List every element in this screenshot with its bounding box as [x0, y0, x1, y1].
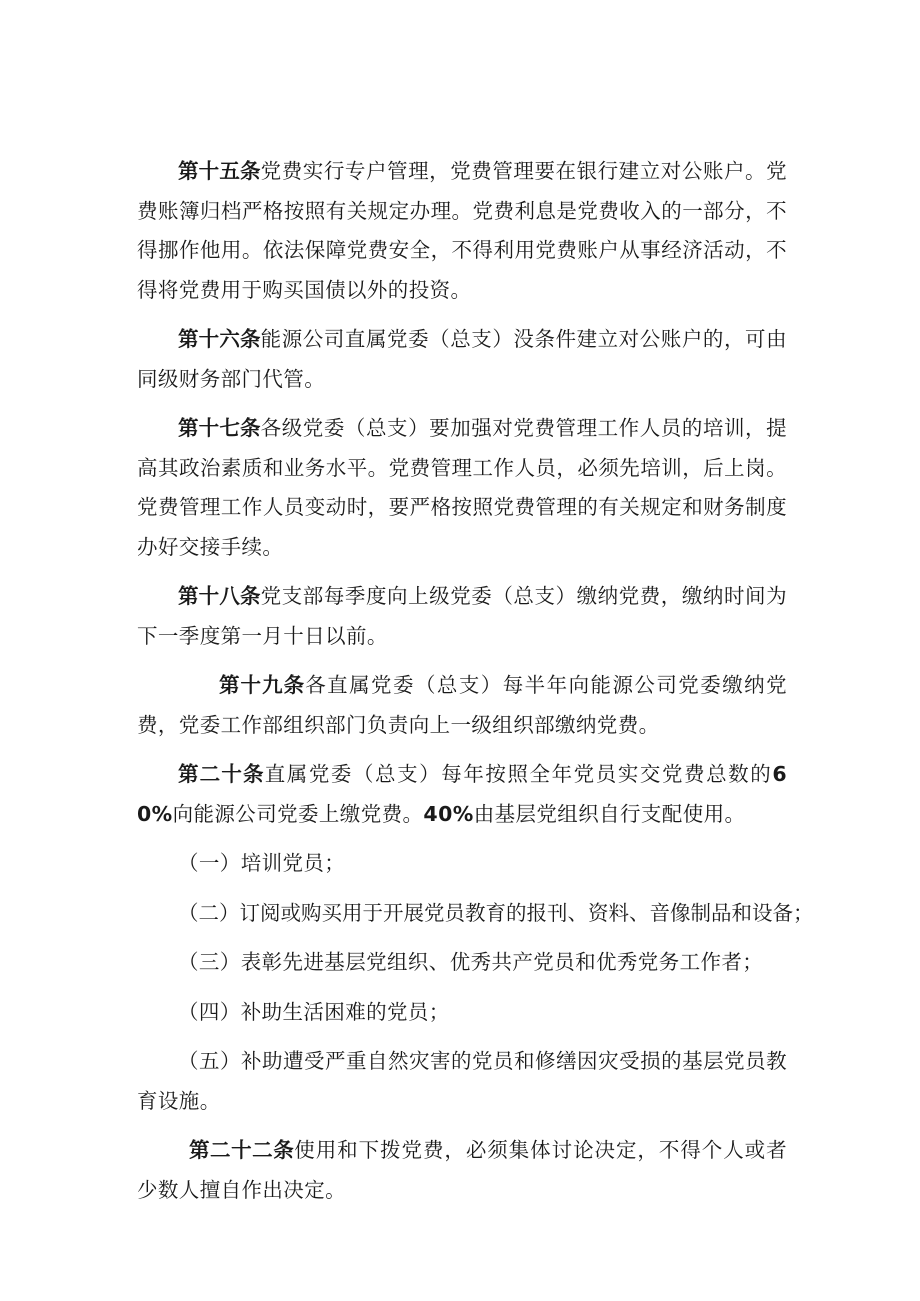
article-text-part-c: 由基层党组织自行支配使用。 — [473, 801, 746, 826]
article-16 — [137, 320, 787, 399]
list-item: （三）表彰先进基层党组织、优秀共产党员和优秀党务工作者； — [178, 950, 764, 974]
article-heading: 第十七条 — [178, 416, 261, 440]
article-heading: 第十九条 — [219, 673, 306, 697]
article-text: 使用和下拨党费，必须集体讨论决定，不得个人或者少数人擅自作出决定。 — [137, 1138, 788, 1202]
article-text: 各直属党委（总支）每半年向能源公司党委缴纳党费，党委工作部组织部门负责向上一级组织部缴纳党费。 — [137, 673, 787, 737]
article-15 — [137, 152, 787, 310]
article-20 — [137, 755, 787, 834]
percentage-value: 60% — [137, 762, 787, 826]
article-text-part-a: 直属党委（总支）每年按照全年党员实交党费总数的 — [264, 762, 773, 786]
article-heading: 第十六条 — [178, 327, 261, 351]
article-text: 党支部每季度向上级党委（总支）缴纳党费，缴纳时间为下一季度第一月十日以前。 — [137, 584, 788, 648]
document-page — [137, 152, 814, 1210]
article-text: 各级党委（总支）要加强对党费管理工作人员的培训，提高其政治素质和业务水平。党费管理工作人员，必须先培训，后上岗。党费管理工作人员变动时，要严格按照党费管理的有关规定和财务制度办好交接手续。 — [137, 416, 788, 559]
article-22 — [137, 1131, 787, 1210]
article-heading: 第十五条 — [178, 159, 261, 183]
list-item: （一）培训党员； — [178, 851, 346, 875]
article-18 — [137, 577, 787, 656]
article-17 — [137, 409, 787, 567]
article-heading: 第十八条 — [178, 584, 261, 608]
list-item: （五）补助遭受严重自然灾害的党员和修缮因灾受损的基层党员教育设施。 — [137, 1049, 787, 1113]
list-item: （二）订阅或购买用于开展党员教育的报刊、资料、音像制品和设备； — [178, 900, 814, 925]
article-text: 能源公司直属党委（总支）没条件建立对公账户的，可由同级财务部门代管。 — [137, 327, 788, 391]
article-19 — [137, 666, 787, 745]
percentage-value: 40% — [423, 801, 474, 826]
list-item: （四）补助生活困难的党员； — [178, 999, 450, 1024]
article-text: 党费实行专户管理，党费管理要在银行建立对公账户。党费账簿归档严格按照有关规定办理。党费利息是党费收入的一部分，不得挪作他用。依法保障党费安全，不得利用党费账户从事经济活动，不得将党费用于购买国债以外的投资。 — [137, 159, 788, 302]
article-text-part-b: 向能源公司党委上缴党费。 — [172, 801, 424, 826]
article-heading: 第二十条 — [178, 762, 265, 786]
article-heading: 第二十二条 — [189, 1138, 295, 1162]
